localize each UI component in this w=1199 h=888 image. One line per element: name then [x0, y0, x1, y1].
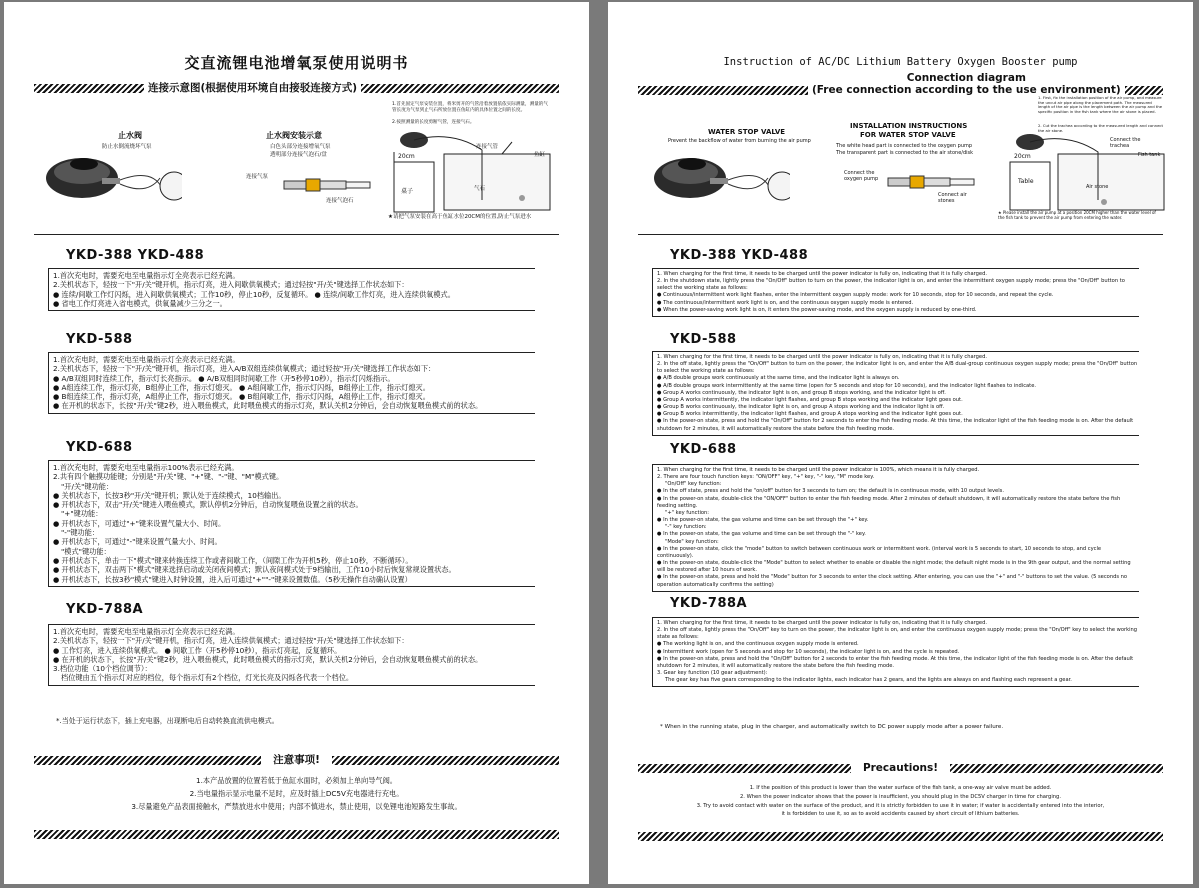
diagram-note-1: 1.首先固定气泵安装位置，将米剪开的气管沿着放置依依实际测量，测量的气管长度为气泵到止气石所放位置在鱼缸内的具体位置之间的长度。: [392, 102, 548, 113]
precautions-header: [34, 754, 559, 766]
running-note: *.当处于运行状态下，插上充电器，出现断电后自动转换直流供电模式。: [56, 717, 279, 725]
air-pump-image: [650, 148, 790, 208]
warning-star-icon: ★: [388, 214, 393, 220]
model-title: YKD-688: [670, 442, 737, 457]
instructions-box: 1. When charging for the first time, it needs to be charged until the power indicator is fully on, indicating that it is fully charged. 2. In the off state, lightly press the "On/Off" key to turn on the power, the indicator light is on, and enter the continuous oxygen supply mode; press the "On/Off" key to select the working state as follows: ● The working light is on, and the continuous oxygen supply mode is entered. ● Intermittent work (open for 5 seconds and stop for 10 seconds), the indicator light is on, and the cycle is repeated. ● In the power-on state, press and hold the "On/Off" button for 2 seconds to enter the fish feeding mode. At this time, the indicator light of the fish feeding mode is on. After the default shutdown for 2 minutes, it will automatically restore the state before the fish feeding mode. 3. Gear key function (10 gear adjustment): The gear key has five gears corresponding to the indicator lights, each indicator has 2 gears, and the lights are always on and flashing each represent a gear.: [652, 617, 1139, 687]
instructions-box: 1. When charging for the first time, it needs to be charged until the power indicator is 100%, which means it is fully charged. 2. There are four touch function keys: "ON/OFF" key, "+" key, "-" key, "M" mode key. "On/Off" key function: ● In the off state, press and hold the "on/off" button for 3 seconds to turn on; the default is in continuous mode, with 10 output levels. ● In the power-on state, double-click the "ON/OFF" button to enter the fish feeding mode. After 2 minutes of default shutdown, it will automatically restore the state before the fish feeding setting. "+" key function: ● In the power-on state, the gas volume and time can be set through the "+" key. "-" key function: ● In the power-on state, the gas volume and time can be set through the "-" key. "Mode" key function: ● In the power-on state, click the "mode" button to switch between continuous work or intermittent work. (interval work is 5 seconds to start, 10 seconds to stop, and cycle continuously). ● In the power-on state, double-click the "Mode" button to select whether to enable or disable the night mode; the default night mode is in the 9th gear output, and the normal setting will be restored after 10 hours of work. ● In the power-on state, press and hold the "Mode" button for 3 seconds to enter the clock setting. After entering, you can use the "+" and "-" buttons to set the value. (5 seconds no operation automatically confirms the setting): [652, 464, 1139, 592]
model-title: YKD-388 YKD-488: [670, 248, 809, 263]
footer-bar: [638, 832, 1163, 841]
diagram-note-2: 2.按照测量的长度剪断气管，连接气石。: [392, 120, 475, 125]
instructions-box: 1.首次充电时，需要充电至电量指示灯全亮表示已经充满。 2.关机状态下，轻按一下"开/关"键开机，指示灯亮，进入间歇供氧模式；通过轻按"开/关"键选择工作状态如下： ● 连续/间歇工作灯闪烁，进入间歇供氧模式；工作10秒，停止10秒，反复循环。 ● 连续/间歇工作灯亮，进入连续供氧模式。 ● 省电工作灯亮进入省电模式，供氧量减少三分之一。: [48, 268, 535, 311]
tube-label: 连接气管: [476, 144, 499, 150]
connect-pump-label: Connect the oxygen pump: [844, 170, 879, 182]
connection-diagram-title: 连接示意图(根据使用环境自由接驳连接方式): [148, 82, 358, 94]
model-title: YKD-788A: [66, 602, 144, 617]
instructions-box: 1.首次充电时，需要充电至电量指示100%表示已经充满。 2.共有四个触摸功能键；分别是"开/关"键、"+"键、"-"键、"M"模式键。 "开/关"键功能： ● 关机状态下，长按3秒"开/关"键开机；默认处于连续模式，10档输出。 ● 开机状态下，双击"开/关"键进入喂鱼模式，默认停机2分钟后，自动恢复喂鱼设置之前的状态。 "+"键功能： ● 开机状态下，可通过"+"键来设置气量大小、时间。 "-"键功能： ● 开机状态下，可通过"-"键来设置气量大小、时间。 "模式"键功能： ● 开机状态下，单击一下"模式"键来转换连续工作或者间歇工作，（间隙工作为开机5秒，停止10秒，不断循环）。 ● 开机状态下，双击两下"模式"键来选择启动或关闭夜间模式；默认夜间模式处于9档输出，工作10小时后恢复常规设置状态。 ● 开机状态下，长按3秒"模式"键进入时钟设置，进入后可通过"+""-"键来设置数值。（5秒无操作自动确认设置）: [48, 460, 535, 587]
stone-label: Air stone: [1086, 184, 1109, 190]
check-valve-image: [282, 175, 372, 195]
page-title: Instruction of AC/DC Lithium Battery Oxygen Booster pump: [723, 56, 1078, 68]
precautions-list: 1. If the position of this product is lower than the water surface of the fish tank, a one-way air valve must be added. 2. When the power indicator shows that the power is insufficient, you should plug in the DC5V charger in time for charging. 3. Try to avoid contact with water on the surface of the product, and it is strictly forbidden to use it in water; if water is accidentally entered into the interior, it is forbidden to use it, so as to avoid accidents caused by short circuit of lithium batteries.: [696, 785, 1105, 818]
stone-label: 气石: [474, 186, 486, 192]
install-title-1: INSTALLATION INSTRUCTIONS: [850, 122, 968, 130]
diagram-note-2: 2. Cut the trachea according to the measured length and connect the air stone.: [1038, 123, 1163, 133]
model-title: YKD-388 YKD-488: [66, 248, 205, 263]
install-title: 止水阀安装示意: [266, 131, 322, 140]
install-title-2: FOR WATER STOP VALVE: [860, 131, 956, 139]
height-label: 20cm: [1014, 153, 1031, 160]
check-valve-image: [886, 172, 976, 192]
warning-text: ★ Please install the air pump at a position 20CM higher than the water level of the fish tank to prevent the air pump from entering the water.: [998, 210, 1156, 220]
valve-title: WATER STOP VALVE: [708, 128, 786, 136]
tank-label: 鱼缸: [534, 152, 546, 158]
precautions-list: 1.本产品放置的位置若低于鱼缸水面时，必须加上单向导气阀。 2.当电量指示显示电量不足时，应及时插上DC5V充电器进行充电。 3.尽量避免产品表面接触水，严禁放进水中使用；内部不慎进水，禁止使用，以免锂电池短路发生事故。: [131, 776, 462, 811]
trachea-label: Connect the trachea: [1110, 137, 1141, 149]
connect-stone-label: 连接气泡石: [326, 198, 354, 204]
precautions-header: [638, 762, 1163, 774]
model-title: YKD-588: [670, 332, 737, 347]
model-title: YKD-588: [66, 332, 133, 347]
precautions-title: 注意事项!: [273, 754, 320, 766]
valve-subtitle: Prevent the backflow of water from burning the air pump: [668, 138, 811, 144]
install-line-2: The transparent part is connected to the air stone/disk: [836, 150, 974, 156]
running-note: * When in the running state, plug in the charger, and automatically switch to DC power supply mode after a power failure.: [660, 724, 1004, 730]
install-line-1: The white head part is connected to the oxygen pump: [836, 143, 973, 149]
precautions-title: Precautions!: [862, 762, 939, 774]
connection-diagram-header: [34, 82, 559, 94]
diagram-note-1: 1. First, fix the installation position of the air pump, and measure the uncut air pipe along the placement path. The measured length of the air pipe is the length between the air pump and the specific position in the fish tank where the air stone is placed.: [1038, 95, 1163, 114]
tank-setup-diagram: [392, 130, 557, 215]
table-label: 桌子: [401, 188, 414, 195]
page-title: 交直流锂电池增氧泵使用说明书: [184, 54, 409, 72]
tank-label: Fish tank: [1138, 152, 1161, 158]
instructions-box: 1.首次充电时，需要充电至电量指示灯全亮表示已经充满。 2.关机状态下，轻按一下"开/关"键开机，指示灯亮，进入A/B双组连续供氧模式；通过轻按"开/关"键选择工作状态如下： ● A/B双组同时连续工作，指示灯长亮指示。 ● A/B双组同时间歇工作（开5秒停10秒），指示灯闪烁指示。 ● A组连续工作，指示灯亮，B组停止工作，指示灯熄灭。 ● A组间歇工作，指示灯闪烁，B组停止工作，指示灯熄灭。 ● B组连续工作，指示灯亮，A组停止工作，指示灯熄灭。 ● B组间歇工作，指示灯闪烁，A组停止工作，指示灯熄灭。 ● 在开机的状态下，长按"开/关"键2秒，进入喂鱼模式，此时喂鱼模式的指示灯亮，默认关机2分钟后，会自动恢复喂鱼模式前的状态。: [48, 352, 535, 414]
connect-pump-label: 连接气泵: [246, 174, 269, 180]
table-label: Table: [1018, 178, 1034, 185]
air-pump-image: [42, 148, 182, 208]
instructions-box: 1.首次充电时，需要充电至电量指示灯全亮表示已经充满。 2.关机状态下，轻按一下"开/关"键开机，指示灯亮，进入连续供氧模式；通过轻按"开/关"键选择工作状态如下： ● 工作灯亮，进入连续供氧模式。 ● 间歇工作（开5秒停10秒），指示灯亮起，反复循环。 ● 在开机的状态下，长按"开/关"键2秒，进入喂鱼模式，此时喂鱼模式的指示灯亮，默认关机2分钟后，会自动恢复喂鱼模式前的状态。 3.档位功能（10个档位调节）： 档位键由五个指示灯对应的档位，每个指示灯有2个档位，灯光长亮及闪烁各代表一个档位。: [48, 624, 535, 686]
valve-title: 止水阀: [118, 131, 142, 140]
warning-star-icon: ★: [998, 210, 1002, 215]
instructions-box: 1. When charging for the first time, it needs to be charged until the power indicator is fully on, indicating that it is fully charged. 2. In the off state, lightly press the "On/Off" button to turn on the power, the indicator light is on, and enter the A/B dual-group continuous oxygen supply mode; press the "On/Off" button to select the working state as follows: ● A/B double groups work continuously at the same time, and the indicator light is always on. ● A/B double groups work intermittently at the same time (open for 5 seconds and stop for 10 seconds), and the indicator light flashes to indicate. ● Group A works continuously, the indicator light is on, and group B stops working, and the indicator light is off. ● Group A works intermittently, the indicator light flashes, and group B stops working and the indicator light goes out. ● Group B works continuously, the indicator light is on, and group A stops working and the indicator light is off. ● Group B works intermittently, the indicator light flashes, and group A stops working and the indicator light goes out. ● In the power-on state, press and hold the "On/Off" button for 2 seconds to enter the fish feeding mode. At this time, the indicator light of the fish feeding mode is on. After the default shutdown for 2 minutes, it will automatically restore the state before the fish feeding mode.: [652, 351, 1139, 436]
connect-stone-label: Connect air stones: [938, 192, 967, 204]
connection-diagram: [638, 95, 1163, 226]
valve-subtitle: 防止水倒流烧坏气泵: [102, 144, 152, 150]
warning-text: ★请把气泵安装在高于鱼缸水位20CM的位置,防止气泵进水: [388, 214, 532, 220]
install-line-1: 白色头部分连接增氧气泵: [270, 144, 331, 150]
instructions-box: 1. When charging for the first time, it needs to be charged until the power indicator is fully on, indicating that it is fully charged. 2. In the shutdown state, lightly press the "On/Off" button to turn on the power, the indicator light is on, and enter the intermittent oxygen supply mode; press the "On/Off" button to select the working state as follows: ● Continuous/intermittent work light flashes, enter the intermittent oxygen supply mode: work for 10 seconds, stop for 10 seconds, and repeat the cycle. ● The continuous/intermittent work light is on, and the continuous oxygen supply mode is entered. ● When the power-saving work light is on, it enters the power-saving mode, and the oxygen supply is reduced by one-third.: [652, 268, 1139, 317]
connection-diagram-subtitle: (Free connection according to the use environment): [812, 84, 1121, 96]
connection-diagram-title: Connection diagram: [906, 72, 1026, 84]
model-title: YKD-788A: [670, 596, 748, 611]
english-manual-page: [608, 2, 1193, 884]
chinese-manual-page: [4, 2, 589, 884]
height-label: 20cm: [398, 153, 415, 160]
install-line-2: 透明部分连接气泡石/盘: [270, 152, 327, 158]
model-title: YKD-688: [66, 440, 133, 455]
connection-diagram-header: [638, 72, 1163, 96]
connection-diagram: [34, 98, 559, 226]
footer-bar: [34, 830, 559, 839]
